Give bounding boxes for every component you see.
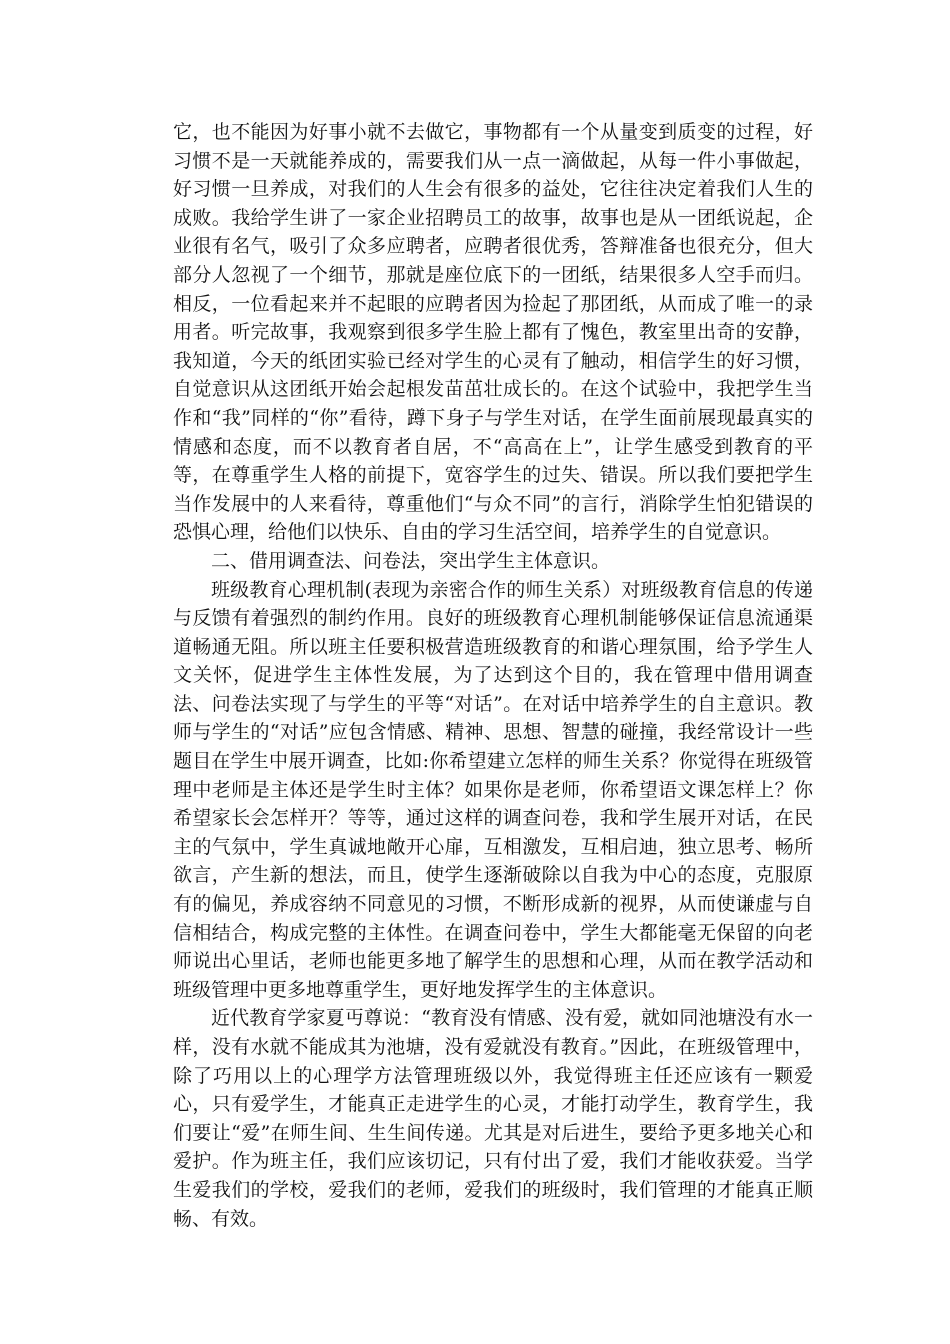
section-heading-survey-method: 二、借用调查法、问卷法，突出学生主体意识。 <box>211 549 611 572</box>
paragraph-education-and-love: 近代教育学家夏丏尊说：“教育没有情感、没有爱，就如同池塘没有水一样，没有水就不能成其为池塘，没有爱就没有教育。”因此，在班级管理中，除了巧用以上的心理学方法管理班级以外，我觉得班主任还应该有一颗爱心，只有爱学生，才能真正走进学生的心灵，才能打动学生，教育学生，我们要让“爱”在师生间、生生间传递。尤其是对后进生，要给予更多地关心和爱护。作为班主任，我们应该切记，只有付出了爱，我们才能收获爱。当学生爱我们的学校，爱我们的老师，爱我们的班级时，我们管理的才能真正顺畅、有效。 <box>173 1007 813 1230</box>
paragraph-good-habits: 它，也不能因为好事小就不去做它，事物都有一个从量变到质变的过程，好习惯不是一天就能养成的，需要我们从一点一滴做起，从每一件小事做起，好习惯一旦养成，对我们的人生会有很多的益处，它往往决定着我们人生的成败。我给学生讲了一家企业招聘员工的故事，故事也是从一团纸说起，企业很有名气，吸引了众多应聘者，应聘者很优秀，答辩准备也很充分，但大部分人忽视了一个细节，那就是座位底下的一团纸，结果很多人空手而归。相反，一位看起来并不起眼的应聘者因为捡起了那团纸，从而成了唯一的录用者。听完故事，我观察到很多学生脸上都有了愧色，教室里出奇的安静，我知道，今天的纸团实验已经对学生的心灵有了触动，相信学生的好习惯，自觉意识从这团纸开始会起根发苗茁壮成长的。在这个试验中，我把学生当作和“我”同样的“你”看待，蹲下身子与学生对话，在学生面前展现最真实的情感和态度，而不以教育者自居，不“高高在上”，让学生感受到教育的平等，在尊重学生人格的前提下，宽容学生的过失、错误。所以我们要把学生当作发展中的人来看待，尊重他们“与众不同”的言行，消除学生怕犯错误的恐惧心理，给他们以快乐、自由的学习生活空间，培养学生的自觉意识。 <box>173 121 813 544</box>
paragraph-class-psychology-mechanism: 班级教育心理机制(表现为亲密合作的师生关系）对班级教育信息的传递与反馈有着强烈的制约作用。良好的班级教育心理机制能够保证信息流通渠道畅通无阻。所以班主任要积极营造班级教育的和谐心理氛围，给予学生人文关怀，促进学生主体性发展，为了达到这个目的，我在管理中借用调查法、问卷法实现了与学生的平等“对话”。在对话中培养学生的自主意识。教师与学生的“对话”应包含情感、精神、思想、智慧的碰撞，我经常设计一些题目在学生中展开调查，比如:你希望建立怎样的师生关系？你觉得在班级管理中老师是主体还是学生时主体？如果你是老师，你希望语文课怎样上？你希望家长会怎样开？等等，通过这样的调查问卷，我和学生展开对话，在民主的气氛中，学生真诚地敞开心扉，互相激发，互相启迪，独立思考、畅所欲言，产生新的想法，而且，使学生逐渐破除以自我为中心的态度，克服原有的偏见，养成容纳不同意见的习惯，不断形成新的视界，从而使谦虚与自信相结合，构成完整的主体性。在调查问卷中，学生大都能毫无保留的向老师说出心里话，老师也能更多地了解学生的思想和心理，从而在教学活动和班级管理中更多地尊重学生，更好地发挥学生的主体意识。 <box>173 578 813 1001</box>
document-body <box>173 118 813 1233</box>
